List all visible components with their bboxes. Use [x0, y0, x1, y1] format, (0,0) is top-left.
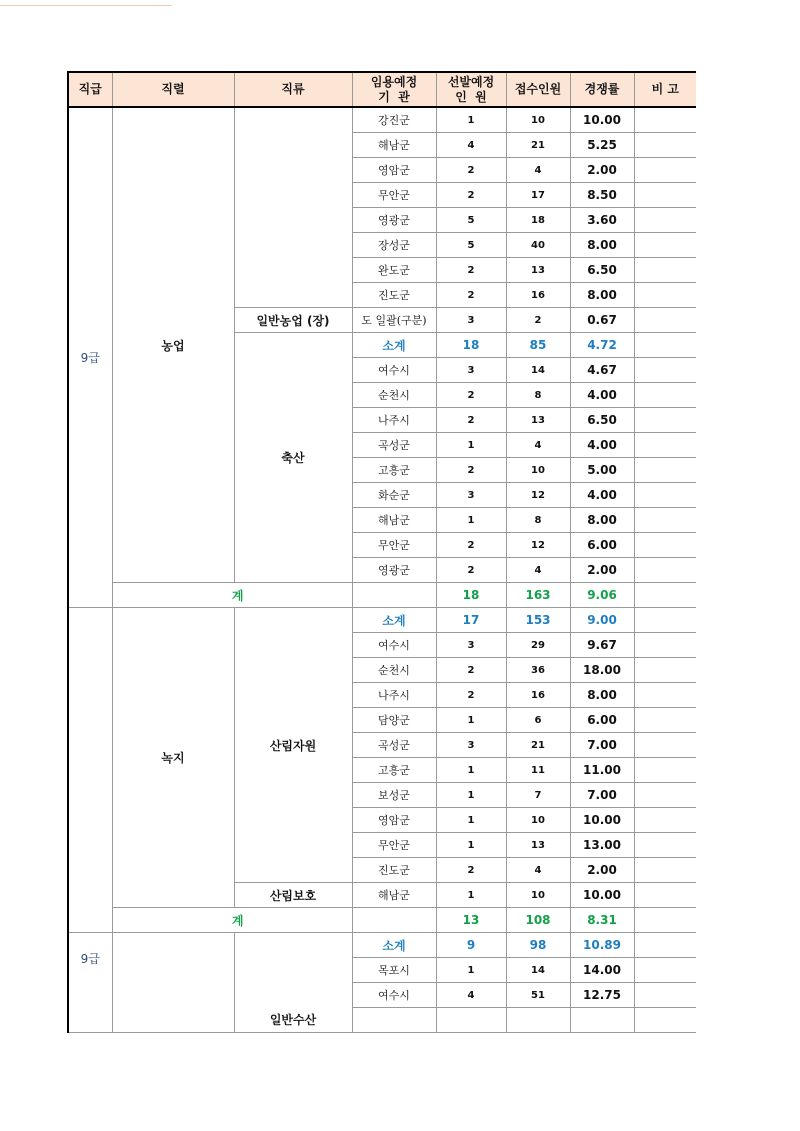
planned-cell: 2 [436, 533, 506, 558]
remarks-cell [634, 708, 696, 733]
applicants-cell: 40 [506, 233, 570, 258]
remarks-cell [634, 858, 696, 883]
remarks-cell [634, 508, 696, 533]
org-cell: 보성군 [352, 783, 436, 808]
remarks-cell [634, 233, 696, 258]
rate-cell: 7.00 [570, 733, 634, 758]
applicants-cell: 2 [506, 308, 570, 333]
rate-cell: 5.25 [570, 133, 634, 158]
applicants-cell: 51 [506, 983, 570, 1008]
total-rate: 8.31 [570, 908, 634, 933]
applicants-cell: 21 [506, 133, 570, 158]
remarks-cell [634, 483, 696, 508]
applicants-cell: 4 [506, 858, 570, 883]
recruitment-table-region [67, 71, 696, 1033]
header-planned-line2: 인 원 [455, 89, 487, 104]
planned-cell: 1 [436, 433, 506, 458]
rate-cell: 8.00 [570, 508, 634, 533]
applicants-cell: 10 [506, 458, 570, 483]
rate-cell: 6.00 [570, 533, 634, 558]
org-cell: 여수시 [352, 983, 436, 1008]
planned-cell: 2 [436, 558, 506, 583]
remarks-cell [634, 883, 696, 908]
applicants-cell: 13 [506, 258, 570, 283]
class-farming-disabled: 일반농업 (장) [234, 308, 352, 333]
total-row [68, 583, 696, 608]
subtotal-row [68, 608, 696, 633]
remarks-cell [634, 808, 696, 833]
remarks-cell [634, 658, 696, 683]
org-cell: 해남군 [352, 883, 436, 908]
remarks-cell [634, 783, 696, 808]
planned-cell: 3 [436, 308, 506, 333]
planned-cell: 1 [436, 758, 506, 783]
org-cell: 여수시 [352, 633, 436, 658]
class-farming-general [234, 107, 352, 308]
applicants-cell: 8 [506, 508, 570, 533]
remarks-cell [634, 458, 696, 483]
org-cell: 무안군 [352, 183, 436, 208]
applicants-cell: 18 [506, 208, 570, 233]
total-label: 계 [112, 908, 352, 933]
rate-cell: 10.00 [570, 883, 634, 908]
remarks-cell [634, 258, 696, 283]
applicants-cell: 12 [506, 533, 570, 558]
class-livestock: 축산 [234, 333, 352, 583]
subtotal-rate: 4.72 [570, 333, 634, 358]
planned-cell: 1 [436, 833, 506, 858]
rate-cell: 4.00 [570, 383, 634, 408]
total-row [68, 908, 696, 933]
planned-cell: 2 [436, 458, 506, 483]
subtotal-row [68, 933, 696, 958]
remarks-cell [634, 633, 696, 658]
header-planned-line1: 선발예정 [447, 74, 495, 89]
header-series: 직렬 [112, 72, 234, 107]
planned-cell-cut [436, 1008, 506, 1033]
remarks-cell [634, 533, 696, 558]
top-divider-line [0, 5, 172, 6]
remarks-cell [634, 107, 696, 133]
rate-cell: 8.00 [570, 683, 634, 708]
header-remarks: 비 고 [634, 72, 696, 107]
applicants-cell-cut [506, 1008, 570, 1033]
subtotal-label: 소계 [352, 333, 436, 358]
org-cell: 진도군 [352, 283, 436, 308]
org-cell: 나주시 [352, 683, 436, 708]
applicants-cell: 13 [506, 408, 570, 433]
header-agency [352, 72, 436, 107]
rate-cell: 7.00 [570, 783, 634, 808]
header-grade: 직급 [68, 72, 112, 107]
class-general-fishery: 일반수산 [234, 933, 352, 1033]
header-agency-line1: 임용예정 [370, 74, 418, 89]
planned-cell: 2 [436, 158, 506, 183]
applicants-cell: 7 [506, 783, 570, 808]
applicants-cell: 13 [506, 833, 570, 858]
planned-cell: 5 [436, 233, 506, 258]
remarks-cell [634, 983, 696, 1008]
rate-cell: 6.50 [570, 408, 634, 433]
rate-cell: 8.00 [570, 283, 634, 308]
planned-cell: 1 [436, 958, 506, 983]
rate-cell: 4.67 [570, 358, 634, 383]
rate-cell: 5.00 [570, 458, 634, 483]
remarks-cell [634, 683, 696, 708]
applicants-cell: 6 [506, 708, 570, 733]
competition-rate-table [67, 71, 696, 1033]
planned-cell: 1 [436, 107, 506, 133]
rate-cell: 10.00 [570, 107, 634, 133]
total-applicants: 108 [506, 908, 570, 933]
org-cell: 곡성군 [352, 433, 436, 458]
remarks-cell [634, 608, 696, 633]
rate-cell: 6.50 [570, 258, 634, 283]
grade-cell-continued [68, 608, 112, 933]
org-cell: 곡성군 [352, 733, 436, 758]
rate-cell: 6.00 [570, 708, 634, 733]
rate-cell: 9.67 [570, 633, 634, 658]
org-cell-cut [352, 1008, 436, 1033]
planned-cell: 3 [436, 483, 506, 508]
org-cell: 목포시 [352, 958, 436, 983]
subtotal-applicants: 98 [506, 933, 570, 958]
org-cell: 해남군 [352, 133, 436, 158]
planned-cell: 4 [436, 983, 506, 1008]
applicants-cell: 10 [506, 808, 570, 833]
total-org-empty [352, 583, 436, 608]
rate-cell: 8.00 [570, 233, 634, 258]
applicants-cell: 8 [506, 383, 570, 408]
org-cell: 순천시 [352, 658, 436, 683]
planned-cell: 1 [436, 508, 506, 533]
planned-cell: 2 [436, 858, 506, 883]
subtotal-rate: 9.00 [570, 608, 634, 633]
rate-cell: 13.00 [570, 833, 634, 858]
header-planned [436, 72, 506, 107]
applicants-cell: 4 [506, 158, 570, 183]
subtotal-planned: 18 [436, 333, 506, 358]
org-cell: 순천시 [352, 383, 436, 408]
remarks-cell [634, 308, 696, 333]
total-applicants: 163 [506, 583, 570, 608]
remarks-cell [634, 158, 696, 183]
org-cell: 완도군 [352, 258, 436, 283]
planned-cell: 5 [436, 208, 506, 233]
org-cell: 고흥군 [352, 758, 436, 783]
series-greenery: 녹지 [112, 608, 234, 908]
rate-cell: 2.00 [570, 858, 634, 883]
planned-cell: 3 [436, 358, 506, 383]
remarks-cell [634, 133, 696, 158]
org-cell: 영광군 [352, 558, 436, 583]
planned-cell: 4 [436, 133, 506, 158]
rate-cell: 8.50 [570, 183, 634, 208]
planned-cell: 1 [436, 808, 506, 833]
rate-cell: 14.00 [570, 958, 634, 983]
remarks-cell [634, 1008, 696, 1033]
org-cell: 영암군 [352, 158, 436, 183]
org-cell: 담양군 [352, 708, 436, 733]
remarks-cell [634, 933, 696, 958]
applicants-cell: 4 [506, 558, 570, 583]
table-header-row [68, 72, 696, 107]
header-applicants: 접수인원 [506, 72, 570, 107]
series-fishery [112, 933, 234, 1033]
remarks-cell [634, 283, 696, 308]
applicants-cell: 36 [506, 658, 570, 683]
grade-cell-2: 9급 [68, 933, 112, 1033]
org-cell: 장성군 [352, 233, 436, 258]
total-planned: 18 [436, 583, 506, 608]
remarks-cell [634, 908, 696, 933]
remarks-cell [634, 758, 696, 783]
remarks-cell [634, 383, 696, 408]
subtotal-applicants: 153 [506, 608, 570, 633]
org-cell: 강진군 [352, 107, 436, 133]
planned-cell: 1 [436, 783, 506, 808]
applicants-cell: 21 [506, 733, 570, 758]
planned-cell: 2 [436, 683, 506, 708]
total-rate: 9.06 [570, 583, 634, 608]
applicants-cell: 14 [506, 958, 570, 983]
org-cell: 무안군 [352, 533, 436, 558]
header-class: 직류 [234, 72, 352, 107]
remarks-cell [634, 358, 696, 383]
rate-cell: 4.00 [570, 483, 634, 508]
applicants-cell: 10 [506, 107, 570, 133]
org-cell: 고흥군 [352, 458, 436, 483]
applicants-cell: 16 [506, 283, 570, 308]
applicants-cell: 17 [506, 183, 570, 208]
org-cell: 화순군 [352, 483, 436, 508]
grade-cell: 9급 [68, 107, 112, 608]
header-rate: 경쟁률 [570, 72, 634, 107]
remarks-cell [634, 583, 696, 608]
rate-cell: 10.00 [570, 808, 634, 833]
planned-cell: 2 [436, 258, 506, 283]
applicants-cell: 11 [506, 758, 570, 783]
remarks-cell [634, 408, 696, 433]
subtotal-label: 소계 [352, 608, 436, 633]
org-cell: 영광군 [352, 208, 436, 233]
class-forest-protection: 산림보호 [234, 883, 352, 908]
applicants-cell: 4 [506, 433, 570, 458]
org-cell: 해남군 [352, 508, 436, 533]
applicants-cell: 16 [506, 683, 570, 708]
subtotal-planned: 17 [436, 608, 506, 633]
org-cell: 무안군 [352, 833, 436, 858]
planned-cell: 2 [436, 283, 506, 308]
subtotal-rate: 10.89 [570, 933, 634, 958]
applicants-cell: 10 [506, 883, 570, 908]
applicants-cell: 12 [506, 483, 570, 508]
table-row [68, 107, 696, 133]
remarks-cell [634, 958, 696, 983]
planned-cell: 2 [436, 408, 506, 433]
planned-cell: 2 [436, 383, 506, 408]
subtotal-label: 소계 [352, 933, 436, 958]
subtotal-planned: 9 [436, 933, 506, 958]
remarks-cell [634, 833, 696, 858]
rate-cell: 3.60 [570, 208, 634, 233]
subtotal-applicants: 85 [506, 333, 570, 358]
planned-cell: 2 [436, 658, 506, 683]
remarks-cell [634, 333, 696, 358]
remarks-cell [634, 208, 696, 233]
applicants-cell: 14 [506, 358, 570, 383]
rate-cell-cut [570, 1008, 634, 1033]
planned-cell: 3 [436, 633, 506, 658]
planned-cell: 2 [436, 183, 506, 208]
rate-cell: 4.00 [570, 433, 634, 458]
rate-cell: 0.67 [570, 308, 634, 333]
remarks-cell [634, 433, 696, 458]
applicants-cell: 29 [506, 633, 570, 658]
rate-cell: 18.00 [570, 658, 634, 683]
org-cell: 도 일괄(구분) [352, 308, 436, 333]
org-cell: 진도군 [352, 858, 436, 883]
rate-cell: 2.00 [570, 158, 634, 183]
total-planned: 13 [436, 908, 506, 933]
planned-cell: 1 [436, 708, 506, 733]
rate-cell: 11.00 [570, 758, 634, 783]
org-cell: 여수시 [352, 358, 436, 383]
total-label: 계 [112, 583, 352, 608]
total-org-empty [352, 908, 436, 933]
planned-cell: 3 [436, 733, 506, 758]
org-cell: 나주시 [352, 408, 436, 433]
planned-cell: 1 [436, 883, 506, 908]
remarks-cell [634, 183, 696, 208]
org-cell: 영암군 [352, 808, 436, 833]
rate-cell: 2.00 [570, 558, 634, 583]
class-forest-resources: 산림자원 [234, 608, 352, 883]
header-agency-line2: 기 관 [378, 89, 410, 104]
series-farming: 농업 [112, 107, 234, 583]
remarks-cell [634, 733, 696, 758]
remarks-cell [634, 558, 696, 583]
rate-cell: 12.75 [570, 983, 634, 1008]
